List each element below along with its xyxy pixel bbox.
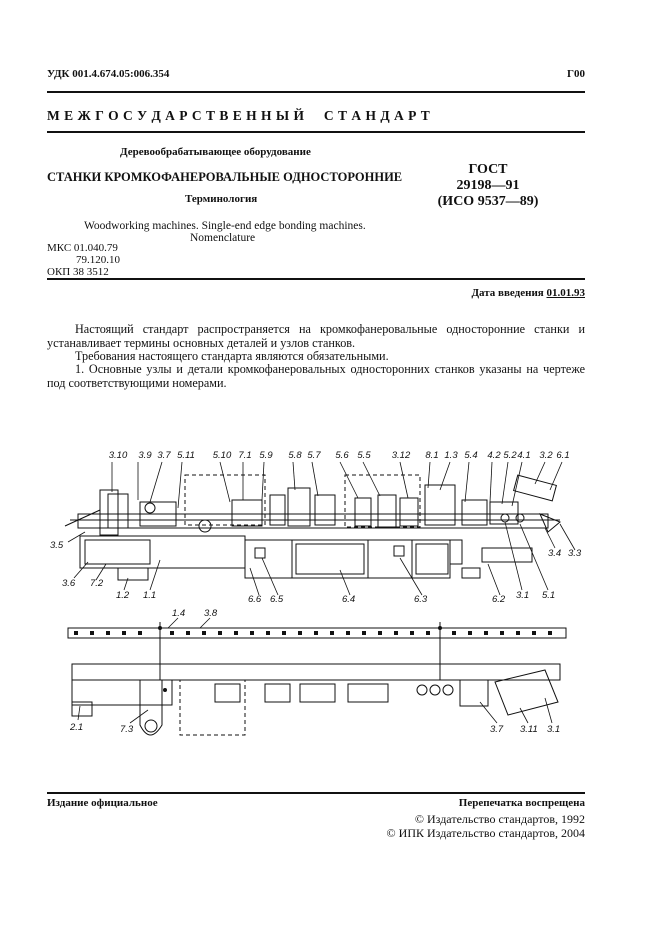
udk-code: УДК 001.4.674.05:006.354: [47, 68, 170, 80]
label-4-1: 4.1: [517, 450, 531, 461]
copyright-2: © ИПК Издательство стандартов, 2004: [386, 826, 585, 840]
label-3-11: 3.11: [520, 724, 538, 735]
label-6-5: 6.5: [270, 594, 284, 605]
label-7-2: 7.2: [90, 578, 104, 589]
mks-code-2: 79.120.10: [76, 254, 120, 266]
label-6-1: 6.1: [556, 450, 570, 461]
paragraph-1-line-1: Настоящий стандарт распространяется на кромкофанеровальные односторонние станки и: [75, 322, 585, 336]
label-5-1: 5.1: [542, 590, 556, 601]
label-1-3: 1.3: [444, 450, 458, 461]
gost-code: 29198—91: [456, 178, 520, 193]
label-3-7: 3.7: [157, 450, 171, 461]
label-6-4: 6.4: [342, 594, 356, 605]
paragraph-3-line-1: 1. Основные узлы и детали кромкофанеровальных односторонних станков указаны на чертеже: [75, 362, 585, 376]
base-left: [80, 536, 245, 568]
main-title: СТАНКИ КРОМКОФАНЕРОВАЛЬНЫЕ ОДНОСТОРОННИЕ: [47, 170, 403, 184]
edition-label: Издание официальное: [47, 797, 158, 809]
label-5-9: 5.9: [259, 450, 273, 461]
label-7-1: 7.1: [238, 450, 252, 461]
gost-number: [418, 162, 558, 210]
label-8-1: 8.1: [425, 450, 439, 461]
footer-rule: [47, 792, 585, 794]
base-cabinet: [245, 540, 450, 578]
label-3-9: 3.9: [138, 450, 152, 461]
machine-drawing: [0, 440, 661, 750]
label-5-7: 5.7: [307, 450, 321, 461]
reprint-label: Перепечатка воспрещена: [458, 797, 585, 809]
mks-code-1: МКС 01.040.79: [47, 242, 118, 254]
okp-code: ОКП 38 3512: [47, 266, 109, 278]
label-3-4: 3.4: [548, 548, 562, 559]
banner-rule: [47, 131, 585, 133]
label-1-4: 1.4: [172, 608, 186, 619]
label-3-7-plan: 3.7: [490, 724, 504, 735]
label-3-1-plan: 3.1: [547, 724, 561, 735]
label-5-2: 5.2: [503, 450, 517, 461]
label-4-2: 4.2: [487, 450, 501, 461]
sub-title: Терминология: [185, 193, 258, 205]
label-3-1-side: 3.1: [516, 590, 530, 601]
english-title-2: Nomenclature: [190, 232, 256, 244]
label-3-12: 3.12: [391, 450, 411, 461]
label-3-3: 3.3: [568, 548, 582, 559]
label-3-5: 3.5: [50, 540, 64, 551]
label-5-11: 5.11: [177, 450, 195, 461]
paragraph-1-line-2: устанавливает термины основных деталей и узлов станков.: [47, 336, 356, 350]
label-5-10: 5.10: [212, 450, 232, 461]
label-6-3: 6.3: [414, 594, 428, 605]
label-6-6: 6.6: [248, 594, 262, 605]
label-7-3: 7.3: [120, 724, 134, 735]
standard-banner: М Е Ж Г О С У Д А Р С Т В Е Н Н Ы Й С Т А Н Д А Р Т: [47, 108, 431, 123]
label-5-5: 5.5: [357, 450, 371, 461]
paragraph-3-line-2: под соответствующими номерами.: [47, 376, 227, 390]
label-5-4: 5.4: [464, 450, 478, 461]
label-3-6: 3.6: [62, 578, 76, 589]
label-3-10: 3.10: [108, 450, 128, 461]
copyright-1: © Издательство стандартов, 1992: [414, 812, 585, 826]
paragraph-2: Требования настоящего стандарта являются обязательными.: [75, 349, 389, 363]
label-3-8: 3.8: [204, 608, 218, 619]
iso-code: (ИСО 9537—89): [437, 194, 539, 209]
label-6-2: 6.2: [492, 594, 506, 605]
plan-table: [72, 664, 560, 680]
category-title: Деревообрабатывающее оборудование: [120, 146, 311, 158]
label-3-2: 3.2: [539, 450, 553, 461]
intro-date-value: 01.01.93: [546, 287, 585, 299]
label-5-8: 5.8: [288, 450, 302, 461]
english-title-1: Woodworking machines. Single-end edge bonding machines.: [84, 220, 366, 232]
label-5-6: 5.6: [335, 450, 349, 461]
intro-date: [420, 287, 585, 299]
title-rule: [47, 278, 585, 280]
label-2-1: 2.1: [70, 722, 84, 733]
label-1-1: 1.1: [143, 590, 157, 601]
top-rule: [47, 91, 585, 93]
gost-label: ГОСТ: [468, 162, 508, 177]
group-code: Г00: [567, 68, 585, 80]
classifier-block: [47, 242, 120, 278]
label-1-2: 1.2: [116, 590, 130, 601]
intro-date-label: Дата введения: [471, 287, 544, 299]
